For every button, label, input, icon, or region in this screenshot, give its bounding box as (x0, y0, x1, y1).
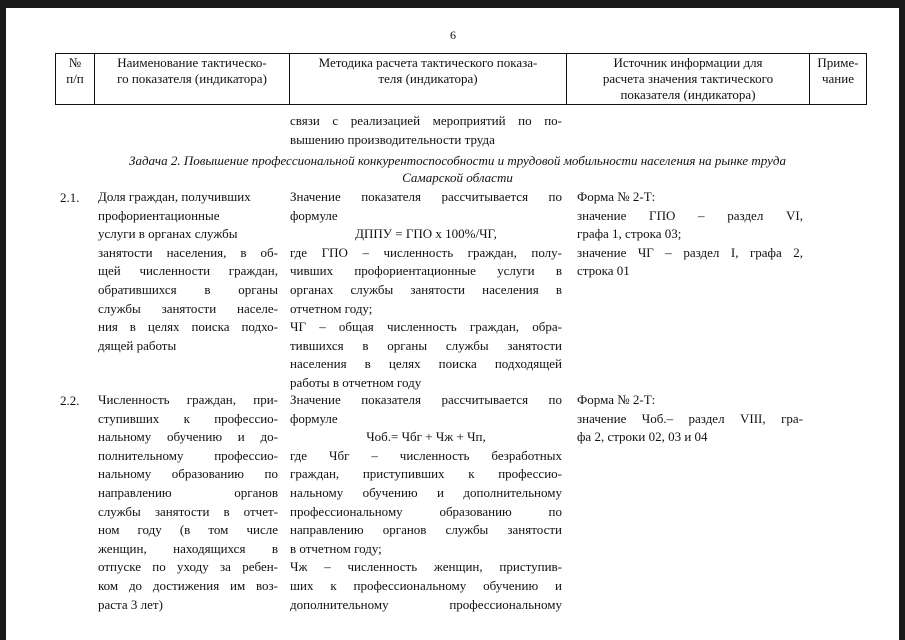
calculation-method: Значение показателя рассчитывается по формуле ДППУ = ГПО х 100%/ЧГ, где ГПО – численность граждан, полу- чивших профориентационные услуги в органах службы занятости населения в отчетном году; ЧГ – общая численность граждан, обра- тившихся в органы службы занятости населения в целях поиска подходящей работы в отчетном году (290, 189, 562, 390)
indicator-name: Численность граждан, при- ступивших к профессио- нальному обучению и до- полнительному профессио- нальному образованию по направлению органов службы занятости в отчет- ном году (в том числе женщин, находящихся в отпуске по уходу за ребен- ком до достижения им воз- раста 3 лет) (98, 392, 278, 612)
information-source: Форма № 2-Т: значение Чоб.– раздел VIII, гра- фа 2, строки 02, 03 и 04 (577, 392, 803, 445)
information-source: Форма № 2-Т: значение ГПО – раздел VI, графа 1, строка 03; значение ЧГ – раздел I, графа 2, строка 01 (577, 189, 803, 279)
scan-border-left (0, 0, 6, 640)
header-indicator-name: Наименование тактическо- го показателя (индикатора) (95, 54, 290, 105)
scan-border-top (0, 0, 905, 8)
header-calculation-method: Методика расчета тактического показа- теля (индикатора) (290, 54, 567, 105)
formula: Чоб.= Чбг + Чж + Чп, (366, 429, 486, 445)
row-number: 2.1. (60, 190, 80, 205)
indicator-name: Доля граждан, получивших профориентационные услуги в органах службы занятости населения, в об- щей численности граждан, обратившихся в органы службы занятости населе- ния в целях поиска подхо- дящей работы (98, 189, 278, 353)
header-information-source: Источник информации для расчета значения тактического показателя (индикатора) (567, 54, 810, 105)
task-heading: Задача 2. Повышение профессиональной конкурентоспособности и трудовой мобильности населения на рынке труда Самарской области (129, 153, 786, 185)
scan-border-right (899, 0, 905, 640)
calculation-method: Значение показателя рассчитывается по формуле Чоб.= Чбг + Чж + Чп, где Чбг – численность безработных граждан, приступивших к профессио- нальному обучению и дополнительному профессиональному образованию по направлению органов службы занятости в отчетном году; Чж – численность женщин, приступив- ших к профессиональному обучению и дополнительному профессиональному (290, 392, 562, 612)
table-header (55, 53, 867, 105)
continuation-text: связи с реализацией мероприятий по по- вышению производительности труда (290, 113, 562, 147)
header-number: № п/п (56, 54, 95, 105)
page-number: 6 (450, 28, 456, 42)
header-note: Приме- чание (810, 54, 867, 105)
formula: ДППУ = ГПО х 100%/ЧГ, (355, 226, 497, 242)
row-number: 2.2. (60, 393, 80, 408)
